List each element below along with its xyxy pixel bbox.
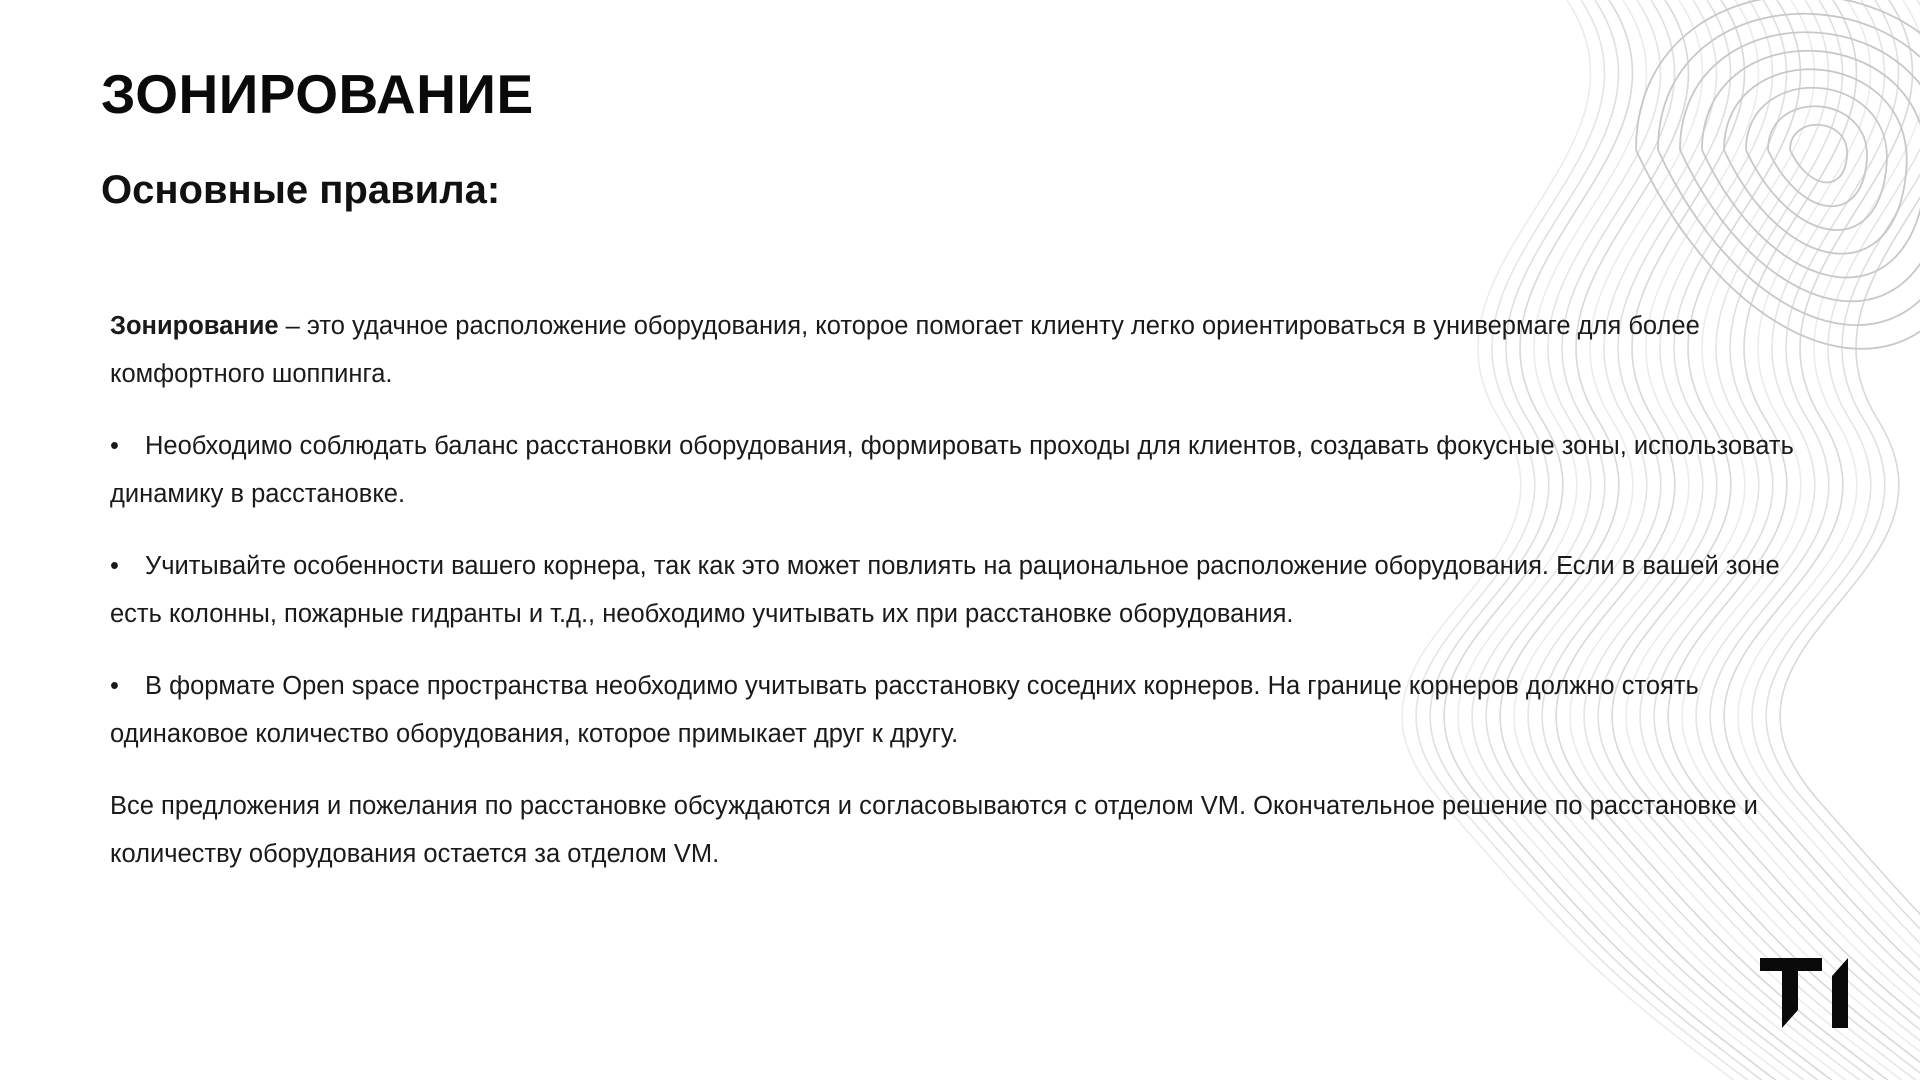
closing-paragraph: Все предложения и пожелания по расстановке обсуждаются и согласовываются с отделом VM. Окончательное решение по расстановке и количеству оборудования остается за отделом VM. bbox=[110, 792, 1758, 868]
bullet-text: Необходимо соблюдать баланс расстановки оборудования, формировать проходы для клиентов, создавать фокусные зоны, использовать динамику в расстановке. bbox=[110, 432, 1794, 508]
bullet-item bbox=[110, 662, 1830, 758]
bullet-text: В формате Open space пространства необходимо учитывать расстановку соседних корнеров. На границе корнеров должно стоять одинаковое количество оборудования, которое примыкает друг к другу. bbox=[110, 672, 1699, 748]
bullet-marker: • bbox=[110, 432, 119, 460]
bullet-marker: • bbox=[110, 552, 119, 580]
definition-text: – это удачное расположение оборудования, которое помогает клиенту легко ориентироваться в универмаге для более комфортного шоппинга. bbox=[110, 312, 1700, 388]
bullet-marker: • bbox=[110, 672, 119, 700]
slide-subtitle: Основные правила: bbox=[101, 168, 501, 212]
t1-logo bbox=[1760, 958, 1850, 1030]
bullet-item bbox=[110, 542, 1830, 638]
contour-loop bbox=[1790, 125, 1847, 183]
slide-body bbox=[110, 302, 1830, 902]
bullet-text: Учитывайте особенности вашего корнера, так как это может повлиять на рациональное расположение оборудования. Если в вашей зоне есть колонны, пожарные гидранты и т.д., необходимо учитывать их при расстановке оборудования. bbox=[110, 552, 1780, 628]
logo-digit-1 bbox=[1832, 958, 1848, 1028]
slide-title: ЗОНИРОВАНИЕ bbox=[101, 63, 534, 125]
logo-letter-t bbox=[1760, 958, 1822, 1028]
definition-term: Зонирование bbox=[110, 312, 279, 340]
definition-paragraph bbox=[110, 302, 1830, 398]
bullet-item bbox=[110, 422, 1830, 518]
